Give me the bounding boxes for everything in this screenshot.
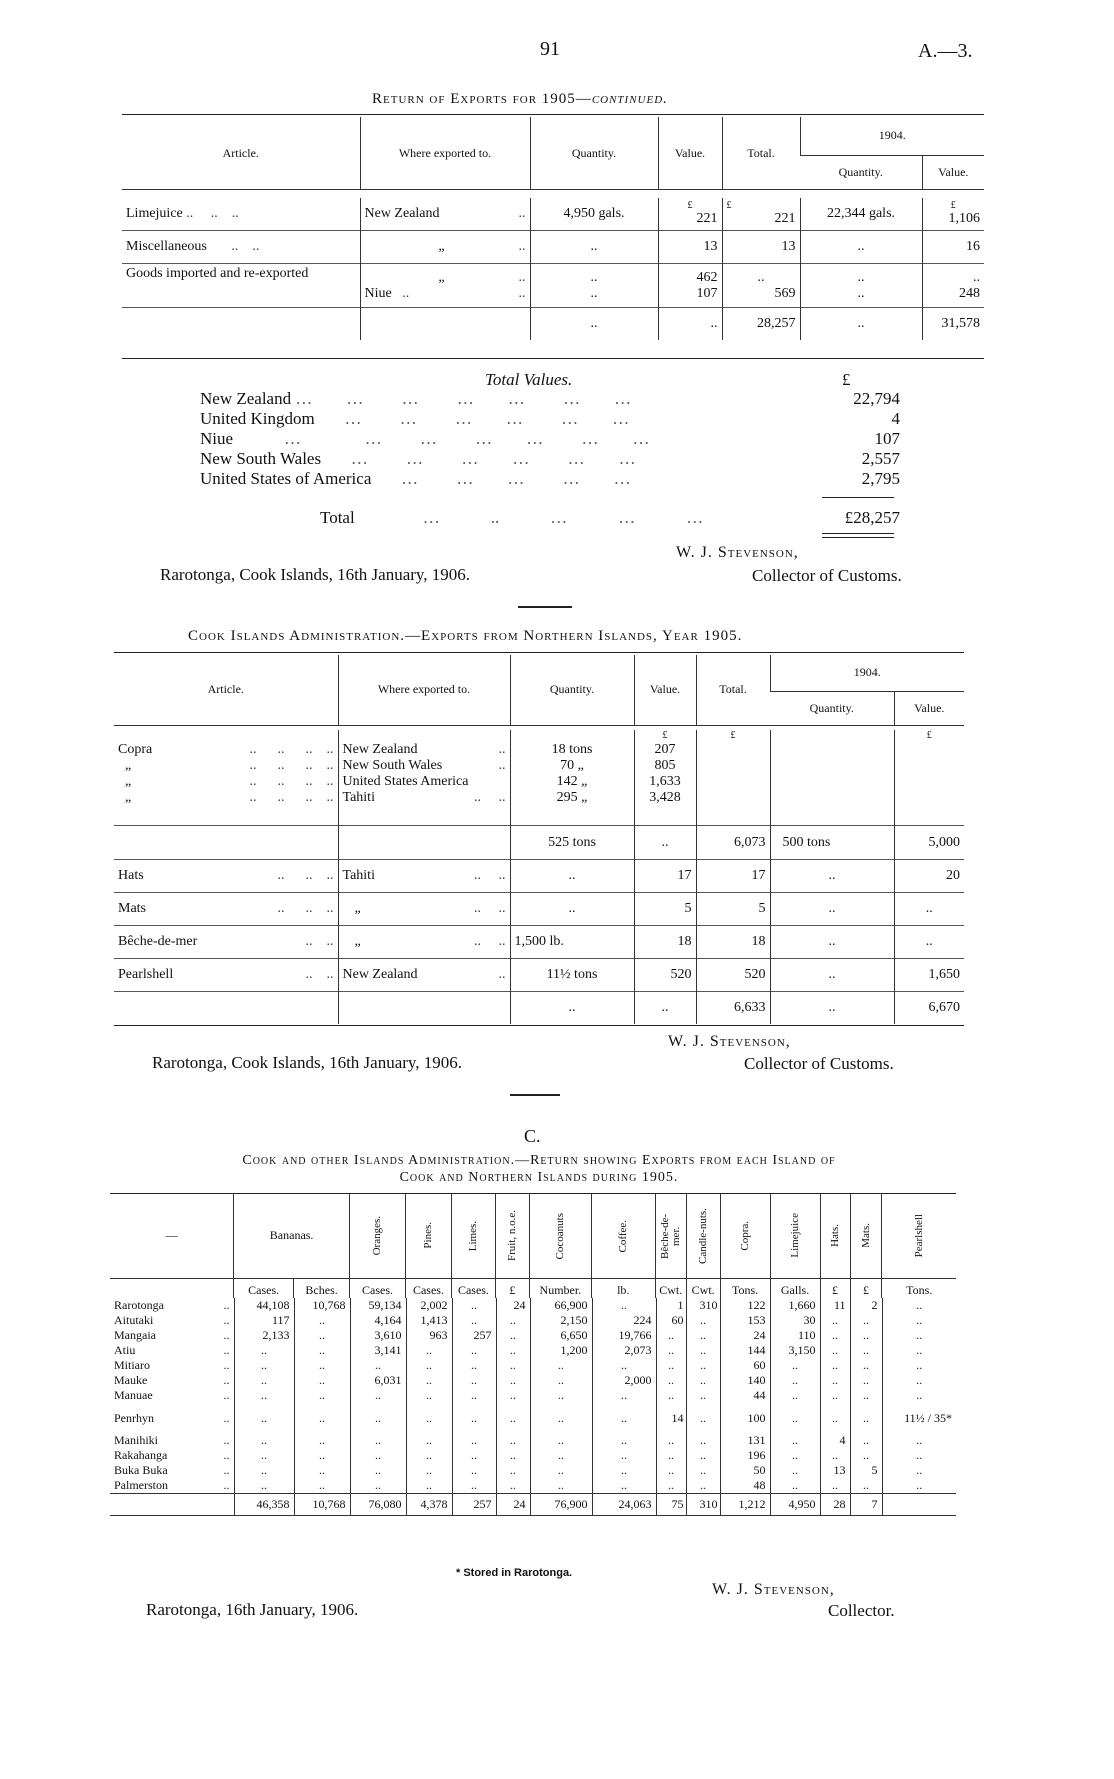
table-cell: .. <box>770 1388 820 1403</box>
col-value: Value. <box>658 117 722 190</box>
table-cell: .. <box>850 1403 882 1433</box>
table-cell: 6,031 <box>350 1373 406 1388</box>
table-cell: .. <box>234 1478 294 1494</box>
col-fruit: Fruit, n.o.e. <box>505 1210 518 1262</box>
table-cell: .. <box>406 1463 452 1478</box>
table-cell: 224 <box>592 1313 656 1328</box>
table-cell: 2 <box>850 1298 882 1313</box>
table-cell: 44 <box>720 1388 770 1403</box>
col-1904: 1904. <box>770 655 964 691</box>
table-row <box>110 1313 956 1328</box>
table-row: Bêche-de-mer .. .. „ .. .. 1,500 lb. 18 18 .. .. <box>114 926 964 959</box>
list-item: United States of America … … … … … 2,795 <box>200 469 900 488</box>
island-exports-body <box>110 1298 956 1516</box>
table-cell: .. <box>686 1373 720 1388</box>
table-cell: .. <box>530 1463 592 1478</box>
table-cell: .. <box>770 1478 820 1494</box>
island-exports-table <box>110 1194 956 1298</box>
section-letter: C. <box>524 1126 541 1146</box>
table-cell: .. <box>882 1373 956 1388</box>
table-row <box>110 1463 956 1478</box>
col-hats: Hats. <box>828 1224 841 1248</box>
table-cell: 100 <box>720 1403 770 1433</box>
table-cell: .. <box>234 1373 294 1388</box>
table2-title: Cook Islands Administration.—Exports from Northern Islands, Year 1905. <box>188 628 743 644</box>
total-cell: 10,768 <box>294 1494 350 1516</box>
table-cell: .. <box>350 1388 406 1403</box>
table-cell: 3,141 <box>350 1343 406 1358</box>
table-cell: .. <box>882 1343 956 1358</box>
table-cell: .. <box>656 1358 686 1373</box>
table-cell: .. <box>406 1388 452 1403</box>
table-row <box>110 1328 956 1343</box>
table-cell: .. <box>656 1478 686 1494</box>
table-cell: .. <box>350 1448 406 1463</box>
table-cell: .. <box>850 1313 882 1328</box>
table-cell: .. <box>406 1358 452 1373</box>
table-cell: .. <box>850 1358 882 1373</box>
table-cell: .. <box>770 1448 820 1463</box>
table-cell: .. <box>496 1478 530 1494</box>
table-cell: .. <box>592 1298 656 1313</box>
table-row <box>110 1433 956 1448</box>
signature-title: Collector. <box>828 1601 895 1620</box>
table-cell: .. <box>656 1448 686 1463</box>
table-cell: .. <box>294 1433 350 1448</box>
table-cell: 4,164 <box>350 1313 406 1328</box>
total-values-heading: Total Values. <box>485 370 573 389</box>
list-item: New South Wales … … … … … … 2,557 <box>200 449 900 468</box>
table-cell: .. <box>496 1433 530 1448</box>
table-row <box>110 1343 956 1358</box>
list-item: New Zealand … … … … … … … 22,794 <box>200 389 900 408</box>
table-cell: 24 <box>496 1298 530 1313</box>
island-name: Palmerston .. <box>114 1478 230 1492</box>
table-cell: .. <box>770 1463 820 1478</box>
table-cell: .. <box>686 1388 720 1403</box>
col-1904-value: Value. <box>922 155 984 189</box>
table-cell: 122 <box>720 1298 770 1313</box>
table-cell: 257 <box>452 1328 496 1343</box>
list-item: United Kingdom … … … … … … 4 <box>200 409 900 428</box>
total-cell: 310 <box>686 1494 720 1516</box>
total-values-list <box>200 389 900 489</box>
table-cell: 117 <box>234 1313 294 1328</box>
table-cell: 24 <box>720 1328 770 1343</box>
table-row: Limejuice .. .. .. New Zealand .. 4,950 gals. £ 221 £ 221 22,344 gals. £ 1,106 <box>122 198 984 231</box>
col-article: Article. <box>222 145 259 160</box>
copra-block: Copra .. .. .. .. „ .. .. .. .. „ .. .. .. .. „ .. .. .. .. New Zealand .. New South Wales .. United States America Tahiti .. .. 18 tons 70 „ 142 „ 295 „ £ 207 805 1,633 3,428 £ £ <box>114 730 964 826</box>
table-cell: .. <box>882 1313 956 1328</box>
table-cell: .. <box>592 1403 656 1433</box>
document-ref: A.—3. <box>918 40 973 62</box>
total-cell: 76,900 <box>530 1494 592 1516</box>
total-cell: 4,950 <box>770 1494 820 1516</box>
table-cell: .. <box>452 1358 496 1373</box>
table-row <box>110 1373 956 1388</box>
col-total: Total. <box>696 655 770 725</box>
signature-name: W. J. Stevenson, <box>676 544 799 561</box>
table-cell: .. <box>530 1373 592 1388</box>
col-mats: Mats. <box>859 1223 872 1249</box>
table-totals-row: .. .. 6,633 .. 6,670 <box>114 992 964 1024</box>
island-name: Mangaia .. <box>114 1328 230 1342</box>
table-cell: .. <box>686 1358 720 1373</box>
table-cell: 5 <box>850 1463 882 1478</box>
col-dash: — <box>165 1228 178 1243</box>
place-date: Rarotonga, Cook Islands, 16th January, 1906. <box>152 1053 463 1072</box>
table-cell: .. <box>496 1373 530 1388</box>
total-cell: 75 <box>656 1494 686 1516</box>
table-row <box>110 1448 956 1463</box>
table-cell: 13 <box>820 1463 850 1478</box>
table-cell: .. <box>882 1448 956 1463</box>
total-cell: 7 <box>850 1494 882 1516</box>
table-cell: 59,134 <box>350 1298 406 1313</box>
table-cell: .. <box>656 1328 686 1343</box>
list-item: „ .. .. .. .. <box>125 757 334 773</box>
table-cell: .. <box>452 1373 496 1388</box>
table-cell: 963 <box>406 1328 452 1343</box>
table-row: Pearlshell .. .. New Zealand .. 11½ tons 520 520 .. 1,650 <box>114 959 964 992</box>
table-cell: .. <box>406 1403 452 1433</box>
col-limejuice: Limejuice <box>788 1213 801 1259</box>
col-value: Value. <box>634 655 696 725</box>
table-cell: .. <box>656 1463 686 1478</box>
table-cell: .. <box>452 1343 496 1358</box>
table-cell: 310 <box>686 1298 720 1313</box>
table-cell: 44,108 <box>234 1298 294 1313</box>
island-name: Mitiaro .. <box>114 1358 230 1372</box>
northern-islands-exports-table <box>114 655 964 1024</box>
signature-name: W. J. Stevenson, <box>712 1581 835 1598</box>
table-cell: .. <box>592 1478 656 1494</box>
table-row <box>110 1298 956 1313</box>
table-row: Hats .. .. .. Tahiti .. .. .. 17 17 .. 20 <box>114 860 964 893</box>
table-cell: .. <box>820 1388 850 1403</box>
table-cell: .. <box>452 1298 496 1313</box>
table-cell: 14 <box>656 1403 686 1433</box>
table-cell: .. <box>496 1328 530 1343</box>
table-cell: .. <box>850 1478 882 1494</box>
table-cell: 1,660 <box>770 1298 820 1313</box>
table-cell: .. <box>406 1478 452 1494</box>
col-copra: Copra. <box>738 1220 751 1251</box>
table-cell: .. <box>496 1358 530 1373</box>
col-bananas: Bananas. <box>234 1194 350 1278</box>
table-cell: .. <box>530 1478 592 1494</box>
table-cell: .. <box>686 1328 720 1343</box>
col-quantity: Quantity. <box>510 655 634 725</box>
table-cell: .. <box>234 1403 294 1433</box>
island-name: Rarotonga .. <box>114 1298 230 1312</box>
table-cell: 50 <box>720 1463 770 1478</box>
table-cell: .. <box>294 1358 350 1373</box>
table-cell: .. <box>656 1388 686 1403</box>
total-cell: 1,212 <box>720 1494 770 1516</box>
table-cell: 30 <box>770 1313 820 1328</box>
col-where: Where exported to. <box>338 655 510 725</box>
table-cell: .. <box>820 1358 850 1373</box>
total-cell: 257 <box>452 1494 496 1516</box>
table-cell: .. <box>294 1373 350 1388</box>
table-cell: .. <box>592 1358 656 1373</box>
table-cell: .. <box>350 1358 406 1373</box>
table-cell: .. <box>882 1388 956 1403</box>
table-cell: .. <box>496 1448 530 1463</box>
table-cell: 140 <box>720 1373 770 1388</box>
table-row <box>110 1403 956 1433</box>
table-cell: 144 <box>720 1343 770 1358</box>
signature-name: W. J. Stevenson, <box>668 1033 791 1050</box>
table-cell: .. <box>530 1358 592 1373</box>
table-cell: .. <box>452 1448 496 1463</box>
table-cell: .. <box>770 1433 820 1448</box>
col-1904-quantity: Quantity. <box>838 164 883 179</box>
table-cell: .. <box>496 1313 530 1328</box>
table-cell: .. <box>452 1433 496 1448</box>
total-cell: 46,358 <box>234 1494 294 1516</box>
island-name: Penrhyn .. <box>114 1410 230 1425</box>
table-cell: .. <box>406 1373 452 1388</box>
table-cell: 1,200 <box>530 1343 592 1358</box>
table-cell: .. <box>234 1448 294 1463</box>
table-cell: .. <box>820 1373 850 1388</box>
table-cell: .. <box>592 1448 656 1463</box>
place-date: Rarotonga, Cook Islands, 16th January, 1906. <box>160 565 471 584</box>
total-cell: 24,063 <box>592 1494 656 1516</box>
table-cell: .. <box>686 1343 720 1358</box>
table-cell: .. <box>592 1433 656 1448</box>
table-cell: .. <box>294 1388 350 1403</box>
table-cell: .. <box>770 1403 820 1433</box>
table-cell: 48 <box>720 1478 770 1494</box>
table-cell: .. <box>530 1388 592 1403</box>
footnote: * Stored in Rarotonga. <box>456 1567 573 1579</box>
table-cell: .. <box>234 1433 294 1448</box>
table-cell: .. <box>452 1463 496 1478</box>
table-cell: 60 <box>656 1313 686 1328</box>
col-cocoanuts: Cocoanuts <box>553 1212 566 1259</box>
table-cell: 4 <box>820 1433 850 1448</box>
island-name: Atiu .. <box>114 1343 230 1357</box>
table-cell: .. <box>234 1343 294 1358</box>
table-cell: .. <box>406 1343 452 1358</box>
table-cell: 2,133 <box>234 1328 294 1343</box>
exports-table-1905 <box>122 117 984 340</box>
table-cell: .. <box>686 1433 720 1448</box>
table-cell: .. <box>850 1433 882 1448</box>
col-coffee: Coffee. <box>616 1219 629 1252</box>
col-beche-de-mer: Bêche-de-mer. <box>658 1213 682 1259</box>
table-cell: .. <box>820 1478 850 1494</box>
table-cell: .. <box>686 1463 720 1478</box>
table-cell: .. <box>820 1343 850 1358</box>
table-cell: .. <box>234 1463 294 1478</box>
table3-title: Cook and other Islands Administration.—Return showing Exports from each Island of Cook and Northern Islands during 1905. <box>242 1153 836 1185</box>
table-cell: .. <box>850 1343 882 1358</box>
signature-title: Collector of Customs. <box>744 1054 894 1073</box>
total-values-total: Total … .. … … … £28,257 <box>320 508 900 527</box>
table-row: Miscellaneous .. .. „ .. .. 13 13 .. 16 <box>122 231 984 264</box>
table-cell: .. <box>770 1373 820 1388</box>
table-cell: .. <box>350 1463 406 1478</box>
table-cell: .. <box>530 1433 592 1448</box>
table-row <box>110 1358 956 1373</box>
table-cell: .. <box>656 1433 686 1448</box>
table-cell: .. <box>350 1433 406 1448</box>
total-cell: 28 <box>820 1494 850 1516</box>
table-cell: .. <box>350 1403 406 1433</box>
island-name: Manihiki .. <box>114 1433 230 1447</box>
table-cell: .. <box>496 1403 530 1433</box>
table-cell: 11 <box>820 1298 850 1313</box>
table-cell: .. <box>686 1403 720 1433</box>
table-cell: .. <box>850 1373 882 1388</box>
list-item: Copra .. .. .. .. <box>118 741 334 757</box>
col-oranges: Oranges. <box>371 1216 384 1256</box>
table-cell: 6,650 <box>530 1328 592 1343</box>
total-cell: 76,080 <box>350 1494 406 1516</box>
col-candle-nuts: Candle-nuts. <box>696 1207 709 1264</box>
col-quantity: Quantity. <box>530 117 658 190</box>
col-limes: Limes. <box>466 1220 479 1251</box>
island-name: Rakahanga .. <box>114 1448 230 1462</box>
table-cell: 2,000 <box>592 1373 656 1388</box>
table-cell: .. <box>882 1478 956 1494</box>
table-row <box>110 1478 956 1494</box>
island-name: Buka Buka .. <box>114 1463 230 1477</box>
table-cell: .. <box>294 1313 350 1328</box>
total-cell: 24 <box>496 1494 530 1516</box>
table-cell: .. <box>882 1298 956 1313</box>
table-cell: .. <box>406 1448 452 1463</box>
table-cell: 3,610 <box>350 1328 406 1343</box>
table-cell: 1 <box>656 1298 686 1313</box>
table-cell: .. <box>294 1343 350 1358</box>
table-cell: .. <box>452 1403 496 1433</box>
table-row: Mats .. .. .. „ .. .. .. 5 5 .. .. <box>114 893 964 926</box>
col-article: Article. <box>207 682 244 697</box>
table-cell: 110 <box>770 1328 820 1343</box>
table-cell: .. <box>294 1448 350 1463</box>
table-row: Goods imported and re-exported „ .. Niue .. .. .. .. 462 107 .. 569 .. .. .. 248 <box>122 264 984 308</box>
table-cell: .. <box>530 1403 592 1433</box>
total-cell <box>882 1494 956 1516</box>
table-cell: 19,766 <box>592 1328 656 1343</box>
table-cell: .. <box>592 1463 656 1478</box>
table-cell: .. <box>882 1358 956 1373</box>
table-cell: .. <box>686 1448 720 1463</box>
table-cell: 153 <box>720 1313 770 1328</box>
table-cell: .. <box>452 1478 496 1494</box>
table-cell: .. <box>686 1478 720 1494</box>
total-cell: 4,378 <box>406 1494 452 1516</box>
table-cell: .. <box>592 1388 656 1403</box>
table-cell: .. <box>452 1388 496 1403</box>
col-1904: 1904. <box>800 117 984 155</box>
col-total: Total. <box>722 117 800 190</box>
units-row: Cases. Bches. Cases. Cases. Cases. £ Number. lb. Cwt. Cwt. Tons. Galls. £ £ Tons. <box>110 1278 956 1298</box>
table-cell: 11½ / 35* <box>882 1403 956 1433</box>
table-cell: .. <box>496 1388 530 1403</box>
list-item: „ .. .. .. .. <box>125 773 334 789</box>
table-cell: .. <box>850 1388 882 1403</box>
table-cell: .. <box>770 1358 820 1373</box>
table-cell: 1,413 <box>406 1313 452 1328</box>
list-item: „ .. .. .. .. <box>125 789 334 805</box>
table-cell: 66,900 <box>530 1298 592 1313</box>
table-cell: .. <box>496 1343 530 1358</box>
col-1904-value: Value. <box>894 691 964 725</box>
table-cell: .. <box>294 1478 350 1494</box>
table-cell: .. <box>234 1358 294 1373</box>
col-1904-quantity: Quantity. <box>809 700 854 715</box>
table-cell: .. <box>686 1313 720 1328</box>
table-cell: .. <box>294 1403 350 1433</box>
island-name: Manuae .. <box>114 1388 230 1402</box>
table-cell: .. <box>294 1463 350 1478</box>
table-cell: .. <box>882 1328 956 1343</box>
table-cell: .. <box>882 1463 956 1478</box>
table-cell: 2,073 <box>592 1343 656 1358</box>
table-cell: 2,150 <box>530 1313 592 1328</box>
table-cell: 196 <box>720 1448 770 1463</box>
table-cell: .. <box>530 1448 592 1463</box>
table1-title: Return of Exports for 1905—continued. <box>372 91 668 107</box>
island-name: Aitutaki .. <box>114 1313 230 1327</box>
table-cell: .. <box>882 1433 956 1448</box>
table-cell: .. <box>656 1343 686 1358</box>
col-where: Where exported to. <box>360 117 530 190</box>
table-totals-row <box>110 1494 956 1516</box>
table-cell: .. <box>294 1328 350 1343</box>
table-cell: .. <box>350 1478 406 1494</box>
table-cell: .. <box>850 1448 882 1463</box>
table-cell: .. <box>406 1433 452 1448</box>
table-cell: 60 <box>720 1358 770 1373</box>
table-cell: 10,768 <box>294 1298 350 1313</box>
table-cell: .. <box>820 1403 850 1433</box>
table-cell: .. <box>820 1448 850 1463</box>
signature-title: Collector of Customs. <box>752 566 902 585</box>
table-cell: 131 <box>720 1433 770 1448</box>
total-values-pound: £ <box>842 370 851 389</box>
list-item: Niue … … … … … … … 107 <box>200 429 900 448</box>
copra-subtotal-row: 525 tons .. 6,073 500 tons 5,000 <box>114 826 964 860</box>
table-cell: .. <box>820 1313 850 1328</box>
col-pearlshell: Pearlshell <box>912 1214 925 1258</box>
place-date: Rarotonga, 16th January, 1906. <box>146 1600 359 1619</box>
table-row <box>110 1388 956 1403</box>
col-pines: Pines. <box>421 1222 434 1250</box>
table-cell: 3,150 <box>770 1343 820 1358</box>
page-number: 91 <box>540 38 560 60</box>
island-name: Mauke .. <box>114 1373 230 1387</box>
table-cell: .. <box>820 1328 850 1343</box>
table-cell: .. <box>234 1388 294 1403</box>
table-cell: .. <box>496 1463 530 1478</box>
table-cell: .. <box>452 1313 496 1328</box>
table-cell: .. <box>850 1328 882 1343</box>
table-cell: 2,002 <box>406 1298 452 1313</box>
table-totals-row: .. .. 28,257 .. 31,578 <box>122 308 984 341</box>
table-cell: .. <box>656 1373 686 1388</box>
